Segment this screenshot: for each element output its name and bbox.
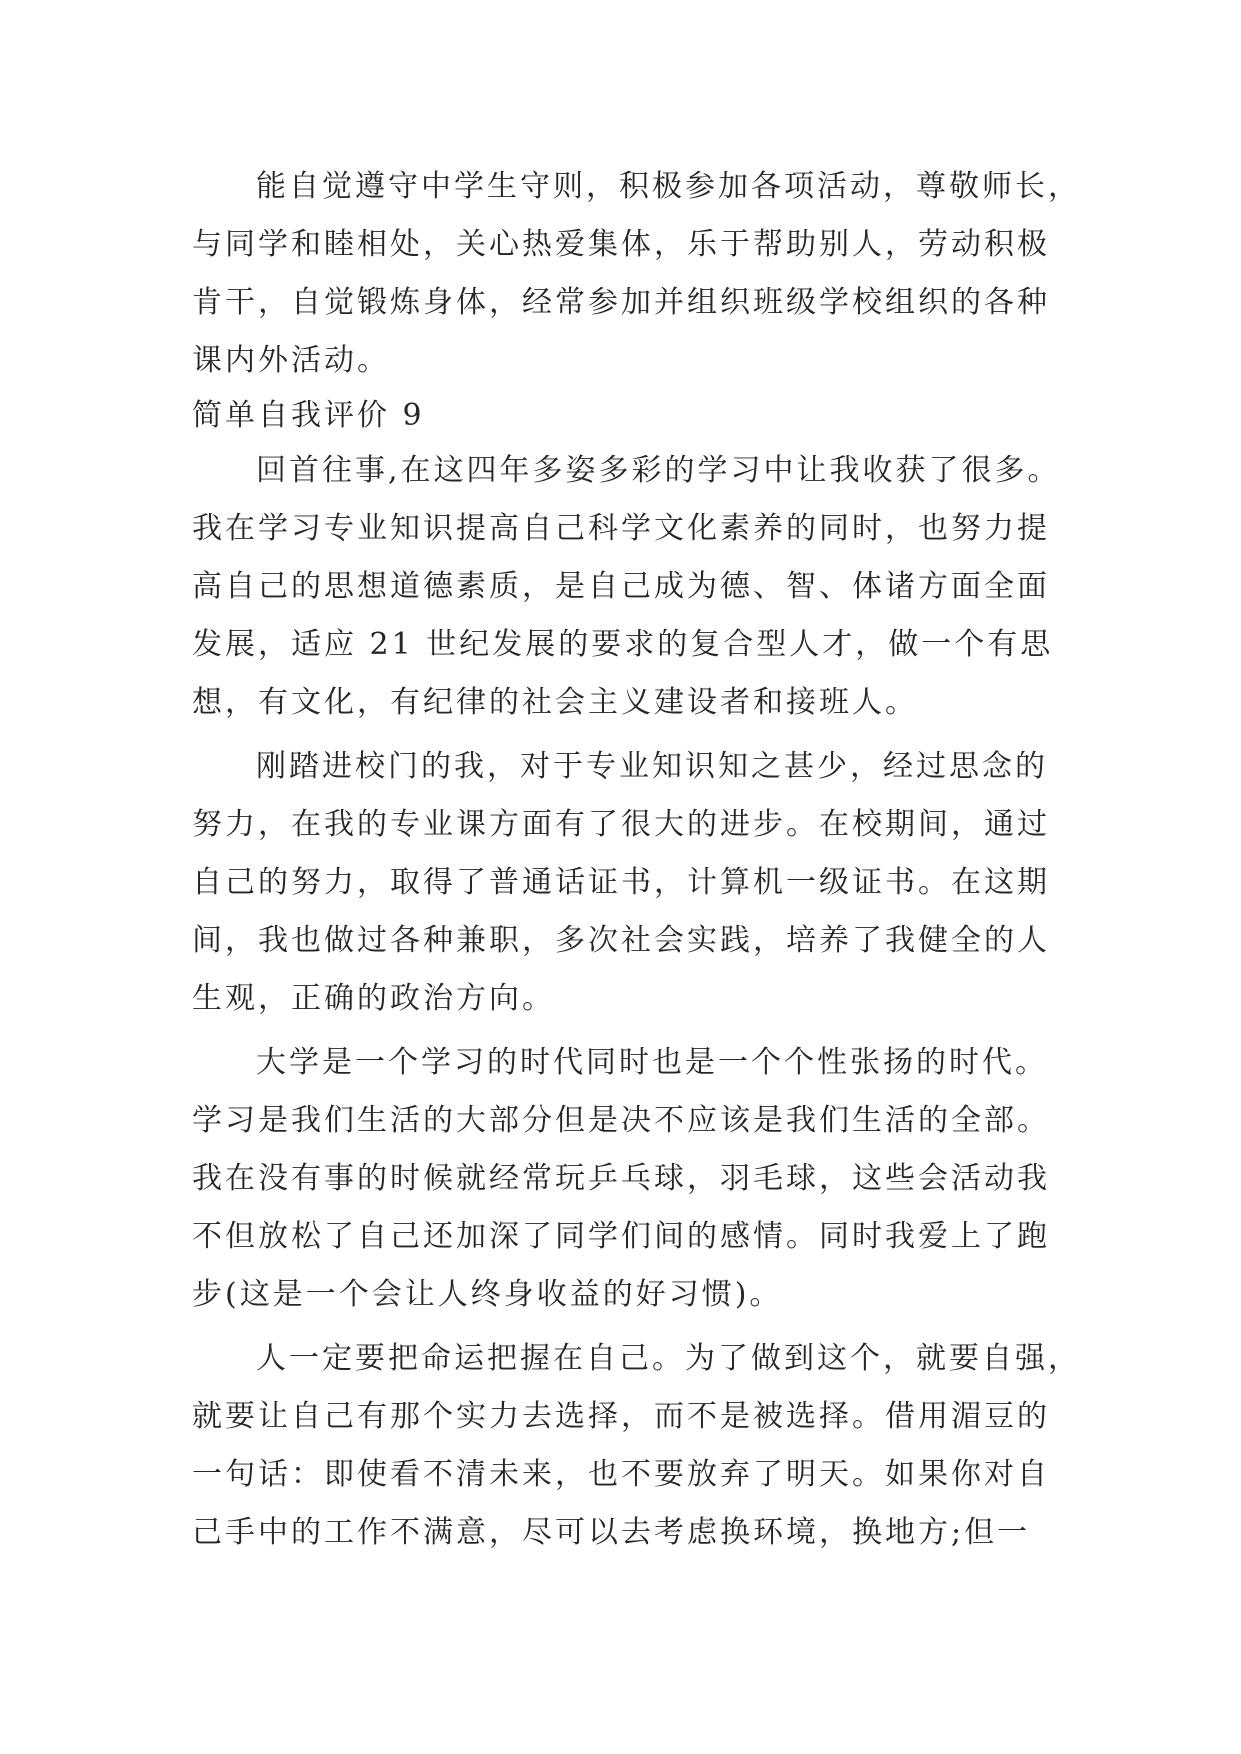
text-line: 大学是一个学习的时代同时也是一个个性张扬的时代。 [256,1045,1048,1080]
text-line: 回首往事,在这四年多姿多彩的学习中让我收获了很多。 [256,453,1061,488]
paragraph-5 [192,1330,1081,1562]
text-line: 努力，在我的专业课方面有了很大的进步。在校期间，通过 [192,807,1050,842]
section-heading: 简单自我评价 9 [192,398,425,433]
text-line: 步(这是一个会让人终身收益的好习惯)。 [192,1277,783,1312]
text-line: 间，我也做过各种兼职，多次社会实践，培养了我健全的人 [192,923,1050,958]
text-line: 就要让自己有那个实力去选择，而不是被选择。借用湄豆的 [192,1399,1050,1434]
text-line: 能自觉遵守中学生守则，积极参加各项活动，尊敬师长， [256,169,1081,204]
text-line: 学习是我们生活的大部分但是决不应该是我们生活的全部。 [192,1103,1050,1138]
text-line: 己手中的工作不满意，尽可以去考虑换环境，换地方;但一 [192,1515,1031,1550]
text-line: 人一定要把命运把握在自己。为了做到这个，就要自强， [256,1341,1081,1376]
text-line: 生观，正确的政治方向。 [192,981,555,1016]
text-line: 我在学习专业知识提高自己科学文化素养的同时，也努力提 [192,511,1050,546]
text-line: 不但放松了自己还加深了同学们间的感情。同时我爱上了跑 [192,1219,1050,1254]
text-line: 发展，适应 21 世纪发展的要求的复合型人才，做一个有思 [192,627,1054,662]
paragraph-4 [192,1034,1062,1324]
paragraph-2 [192,442,1062,732]
document-body [192,158,1081,1562]
text-line: 刚踏进校门的我，对于专业知识知之甚少，经过思念的 [256,749,1048,784]
text-line: 课内外活动。 [192,343,390,378]
text-line: 与同学和睦相处，关心热爱集体，乐于帮助别人，劳动积极 [192,227,1050,262]
text-line: 高自己的思想道德素质，是自己成为德、智、体诸方面全面 [192,569,1050,604]
text-line: 我在没有事的时候就经常玩乒乓球，羽毛球，这些会活动我 [192,1161,1050,1196]
text-line: 自己的努力，取得了普通话证书，计算机一级证书。在这期 [192,865,1050,900]
text-line: 肯干，自觉锻炼身体，经常参加并组织班级学校组织的各种 [192,285,1050,320]
text-line: 一句话：即使看不清未来，也不要放弃了明天。如果你对自 [192,1457,1050,1492]
text-line: 想，有文化，有纪律的社会主义建设者和接班人。 [192,685,918,720]
paragraph-3 [192,738,1062,1028]
paragraph-1 [192,158,1081,390]
